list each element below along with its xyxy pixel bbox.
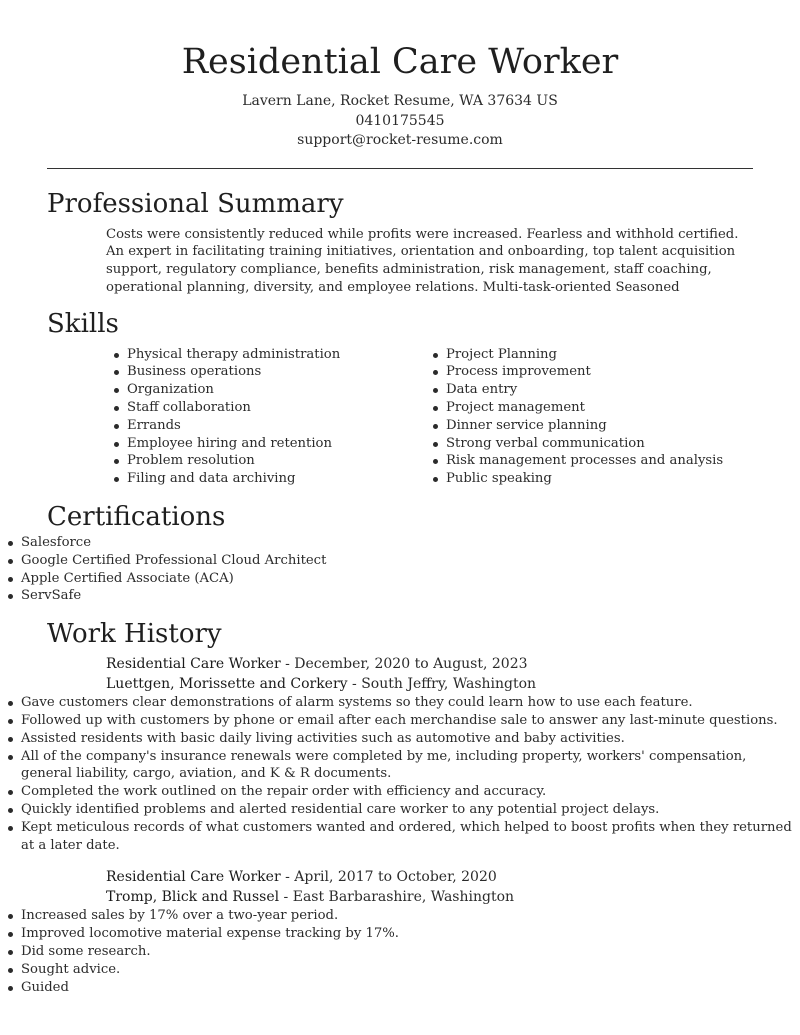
work-history-title: Work History (47, 619, 222, 650)
skill-item: Errands (106, 417, 425, 435)
skills-right-list (425, 346, 744, 488)
job-dates: - April, 2017 to October, 2020 (280, 869, 497, 886)
skill-item: Project management (425, 399, 744, 417)
job-company-line (106, 675, 800, 695)
skill-item: Public speaking (425, 470, 744, 488)
job-duty-item: Assisted residents with basic daily living activities such as automotive and baby activities. (0, 730, 800, 748)
summary-section (0, 187, 800, 297)
job-duty-item: Followed up with customers by phone or email after each merchandise sale to answer any last-minute questions. (0, 712, 800, 730)
skills-section (0, 307, 800, 488)
job-title-line (106, 655, 800, 675)
contact-info (0, 92, 800, 151)
certification-item: Apple Certified Associate (ACA) (0, 570, 800, 588)
job-dates: - December, 2020 to August, 2023 (280, 656, 528, 673)
skill-item: Risk management processes and analysis (425, 452, 744, 470)
contact-phone: 0410175545 (355, 112, 445, 129)
certifications-section (0, 500, 800, 605)
certifications-title: Certifications (47, 502, 226, 533)
job-role: Residential Care Worker (106, 869, 281, 886)
job-duty-item: Did some research. (0, 943, 800, 961)
skill-item: Process improvement (425, 363, 744, 381)
job-company-line (106, 888, 800, 908)
skill-item: Employee hiring and retention (106, 435, 425, 453)
job-duty-item: Gave customers clear demonstrations of alarm systems so they could learn how to use each feature. (0, 694, 800, 712)
skill-item: Filing and data archiving (106, 470, 425, 488)
job-location: - East Barbarashire, Washington (279, 888, 515, 905)
certification-item: ServSafe (0, 587, 800, 605)
job-duties-list (0, 907, 800, 996)
job-duty-item: Kept meticulous records of what customers wanted and ordered, which helped to boost profits when they returned at a later date. (0, 819, 800, 855)
job-company: Tromp, Blick and Russel (106, 888, 280, 905)
job-duties-list (0, 694, 800, 854)
job-duty-item: Improved locomotive material expense tracking by 17%. (0, 925, 800, 943)
skill-item: Problem resolution (106, 452, 425, 470)
job-duty-item: Increased sales by 17% over a two-year period. (0, 907, 800, 925)
contact-address: Lavern Lane, Rocket Resume, WA 37634 US (242, 93, 558, 109)
skill-item: Business operations (106, 363, 425, 381)
skill-item: Strong verbal communication (425, 435, 744, 453)
certifications-list (0, 534, 800, 605)
job-title-line (106, 868, 800, 888)
summary-text: Costs were consistently reduced while profits were increased. Fearless and withhold certified. An expert in facilitating training initiatives, orientation and onboarding, top talent acquisition support, regulatory compliance, benefits administration, risk management, staff coaching, operational planning, diversity, and employee relations. Multi-task-oriented Seasoned (106, 226, 739, 295)
job-entry (0, 868, 800, 996)
skill-item: Dinner service planning (425, 417, 744, 435)
skill-item: Organization (106, 381, 425, 399)
skill-item: Physical therapy administration (106, 346, 425, 364)
job-location: - South Jeffry, Washington (347, 675, 537, 692)
job-entry (0, 655, 800, 854)
skill-item: Staff collaboration (106, 399, 425, 417)
work-history-section (0, 617, 800, 996)
resume-header (0, 0, 800, 151)
candidate-name: Residential Care Worker (181, 42, 619, 82)
job-role: Residential Care Worker (106, 656, 281, 673)
job-duty-item: Quickly identified problems and alerted residential care worker to any potential project delays. (0, 801, 800, 819)
skills-grid (106, 346, 800, 488)
skills-title: Skills (47, 308, 119, 339)
job-duty-item: Guided (0, 979, 800, 997)
job-company: Luettgen, Morissette and Corkery (106, 675, 348, 692)
header-divider (47, 168, 753, 169)
certification-item: Google Certified Professional Cloud Architect (0, 552, 800, 570)
job-duty-item: Sought advice. (0, 961, 800, 979)
job-duty-item: Completed the work outlined on the repair order with efficiency and accuracy. (0, 783, 800, 801)
job-duty-item: All of the company's insurance renewals were completed by me, including property, workers' compensation, general liability, cargo, aviation, and K & R documents. (0, 748, 800, 784)
skills-left-list (106, 346, 425, 488)
contact-email: support@rocket-resume.com (297, 132, 503, 148)
certification-item: Salesforce (0, 534, 800, 552)
skill-item: Data entry (425, 381, 744, 399)
summary-title: Professional Summary (47, 188, 344, 219)
skill-item: Project Planning (425, 346, 744, 364)
